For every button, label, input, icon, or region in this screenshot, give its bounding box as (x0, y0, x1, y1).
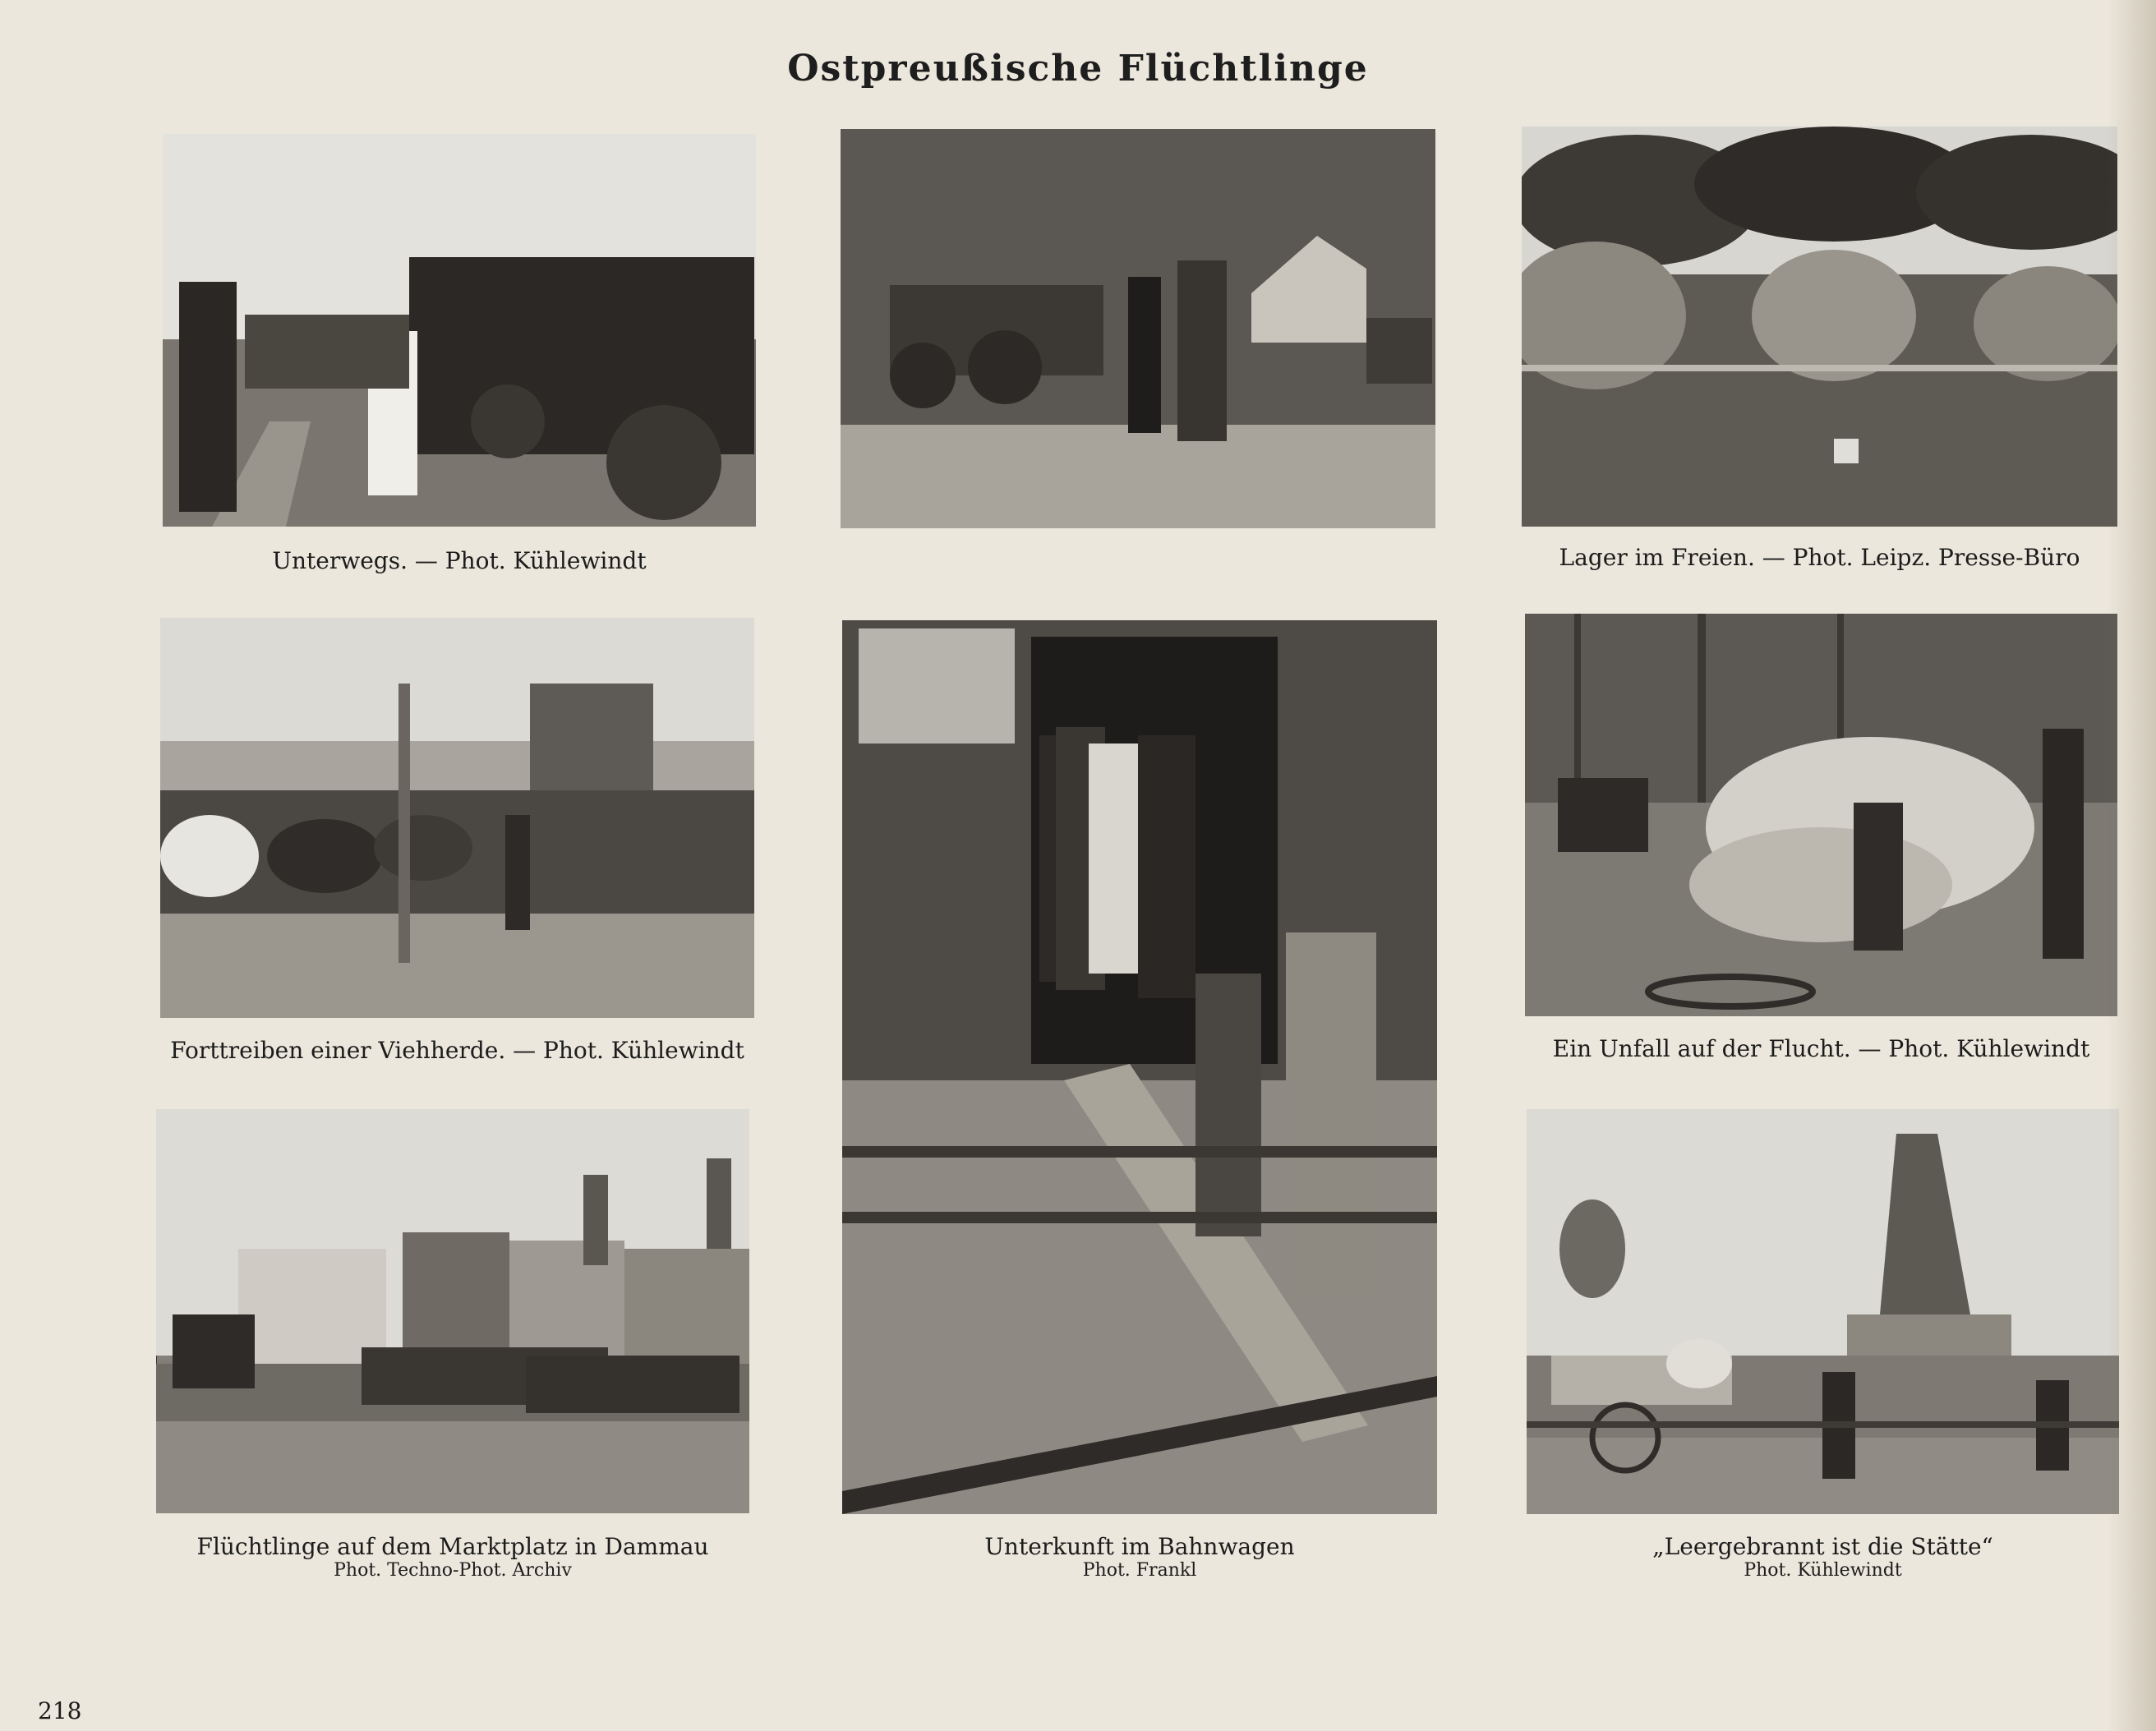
page-title: Ostpreußische Flüchtlinge (787, 48, 1369, 90)
photo-unfall (1525, 614, 2117, 1016)
caption-unterwegs (163, 547, 756, 575)
page-number: 218 (38, 1697, 82, 1724)
caption-unfall (1525, 1035, 2117, 1063)
caption-leergebrannt (1527, 1533, 2119, 1581)
caption-lager (1522, 544, 2117, 572)
caption-credit: Phot. Techno-Phot. Archiv (334, 1560, 572, 1581)
caption-marktplatz (156, 1533, 749, 1581)
caption-text: Flüchtlinge auf dem Marktplatz in Dammau (196, 1533, 709, 1560)
caption-viehherde (160, 1037, 754, 1065)
photo-marktplatz (156, 1109, 749, 1513)
caption-text: Forttreiben einer Viehherde. — Phot. Kühlewindt (170, 1037, 744, 1064)
photo-leergebrannt (1527, 1109, 2119, 1514)
caption-text: Ein Unfall auf der Flucht. — Phot. Kühlewindt (1552, 1035, 2090, 1062)
photo-wagons-field (841, 129, 1435, 528)
caption-credit: Phot. Frankl (1082, 1560, 1197, 1581)
photo-lager-im-freien (1522, 127, 2117, 527)
photo-viehherde (160, 618, 754, 1018)
photo-unterwegs (163, 134, 756, 527)
photo-bahnwagen (842, 620, 1437, 1514)
caption-credit: Phot. Kühlewindt (1744, 1560, 1902, 1581)
caption-bahnwagen (842, 1533, 1437, 1581)
caption-text: Lager im Freien. — Phot. Leipz. Presse-Büro (1559, 544, 2080, 571)
page-edge-shadow (2107, 0, 2156, 1731)
caption-text: Unterkunft im Bahnwagen (984, 1533, 1295, 1560)
caption-text: Unterwegs. — Phot. Kühlewindt (272, 547, 647, 574)
caption-text: „Leergebrannt ist die Stätte“ (1652, 1533, 1993, 1560)
